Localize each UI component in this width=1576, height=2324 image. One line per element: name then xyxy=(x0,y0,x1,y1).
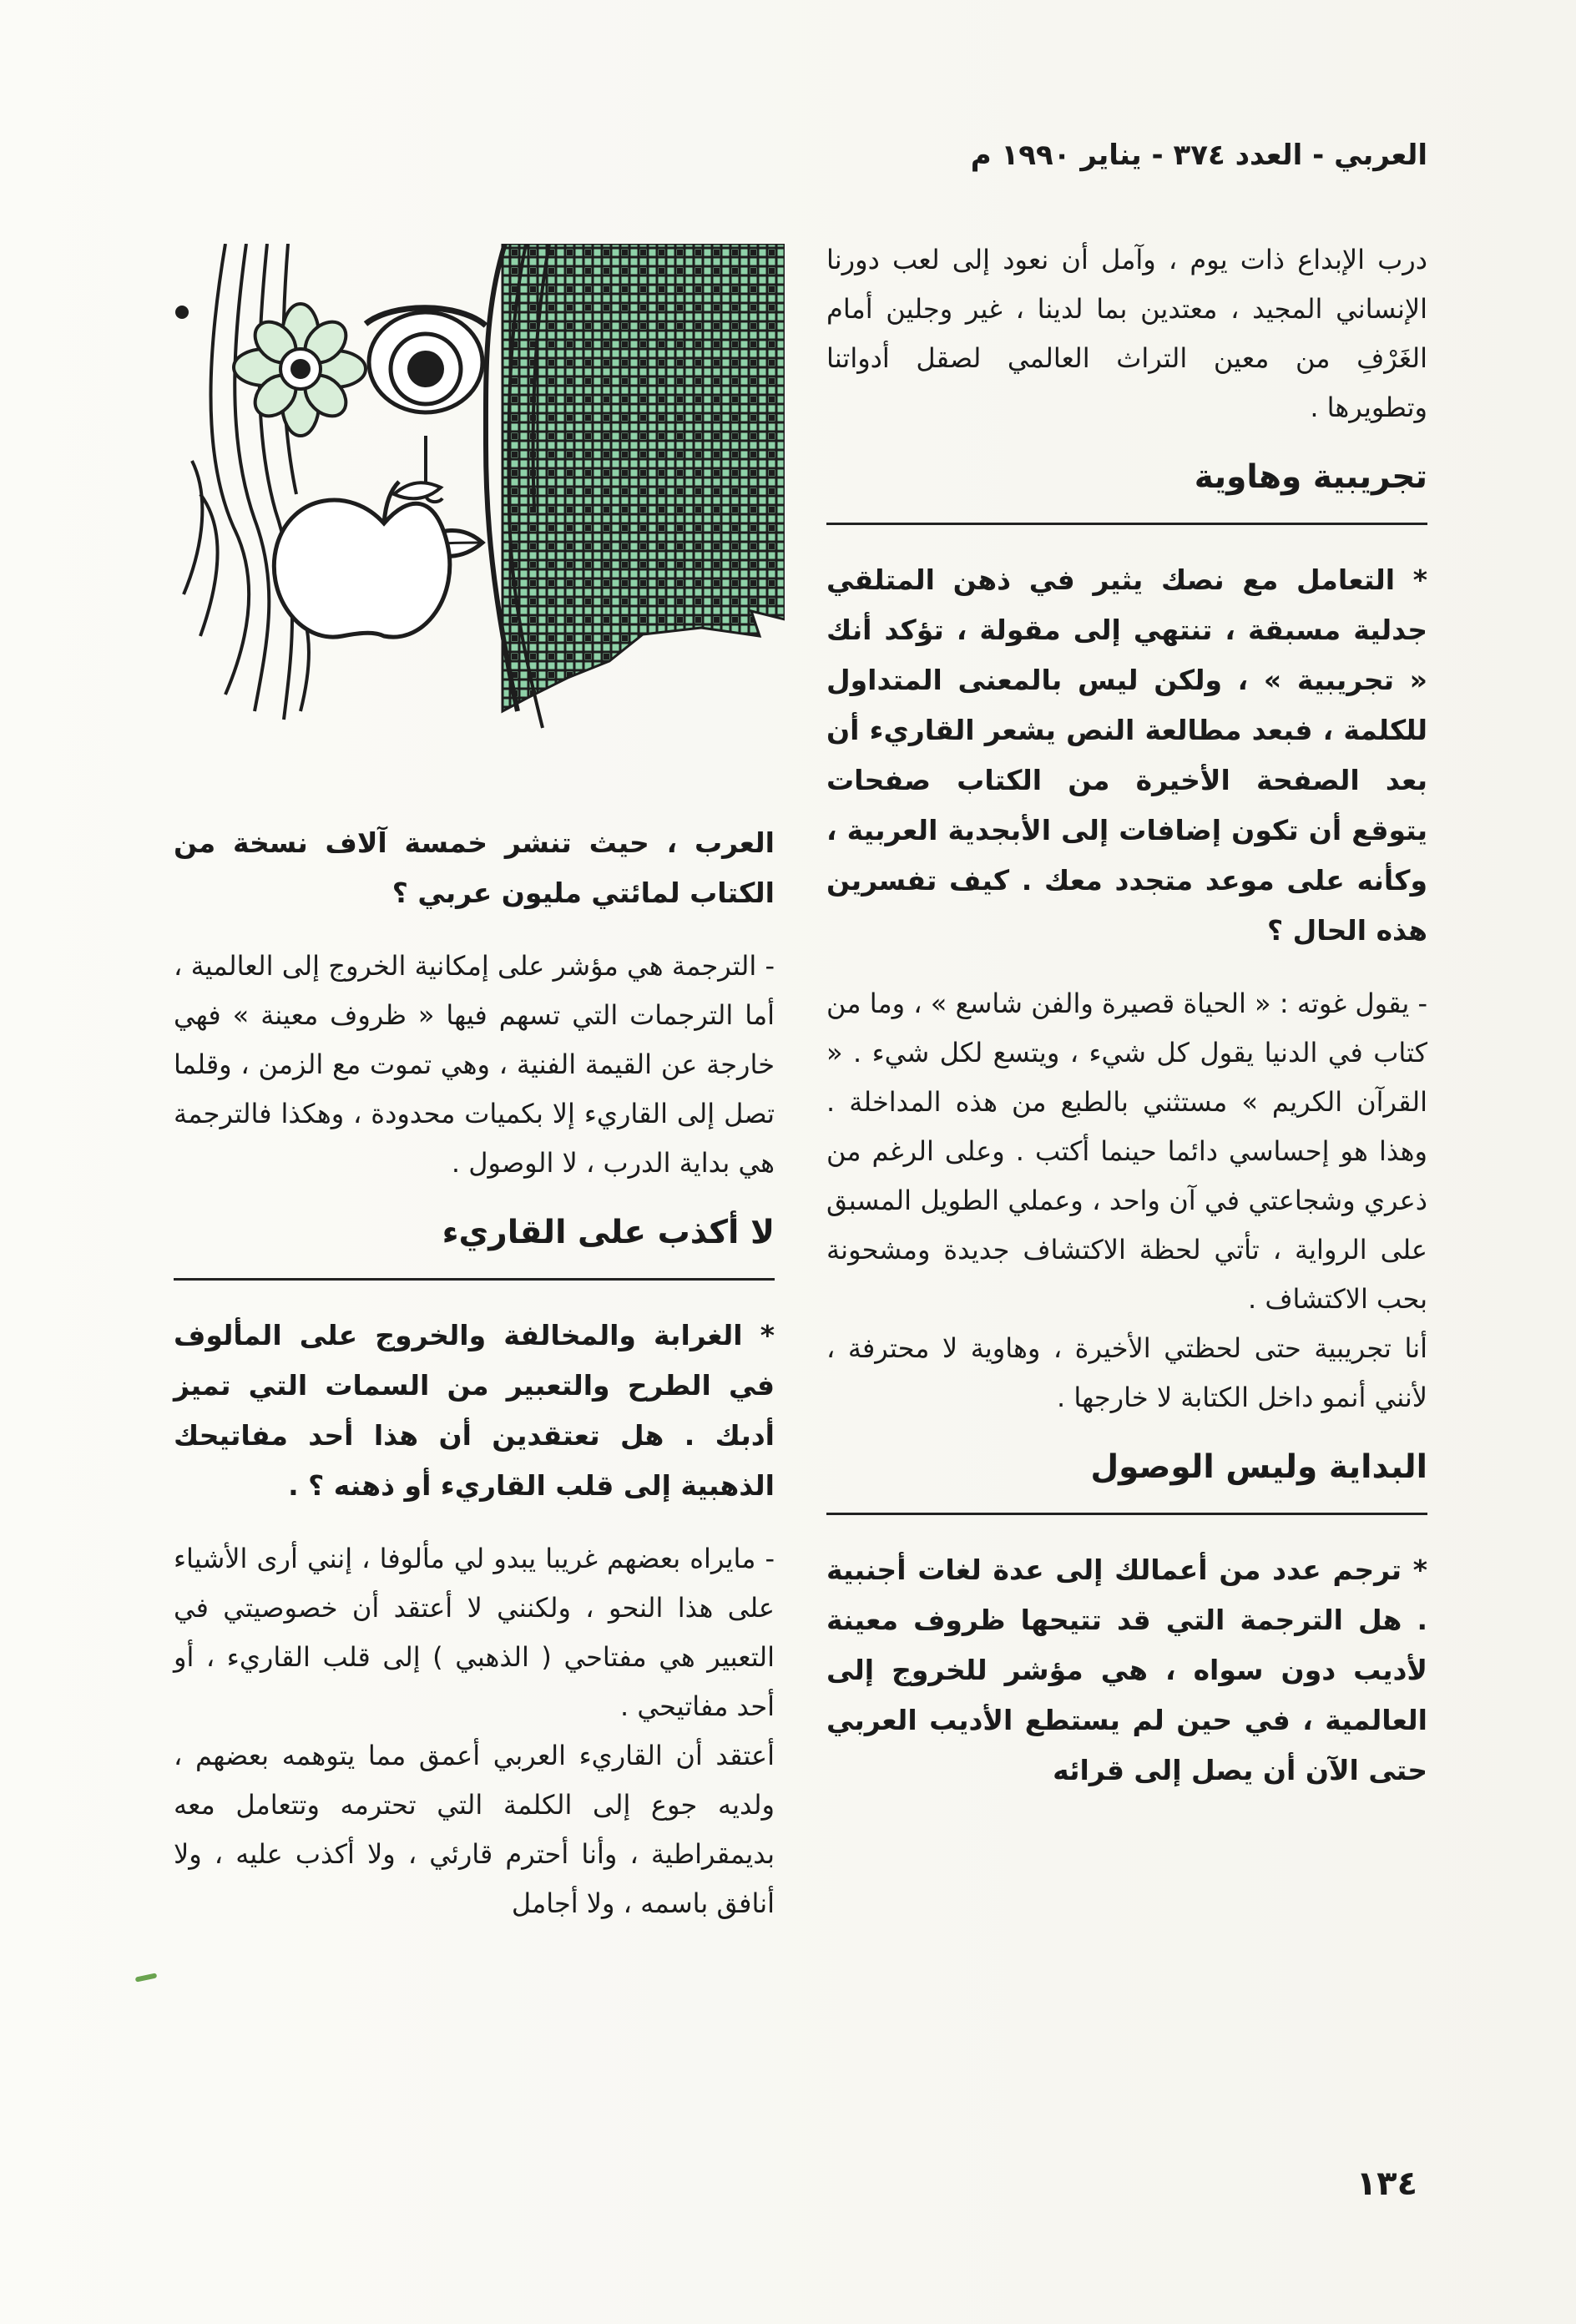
left-column xyxy=(174,818,775,1928)
paragraph: - يقول غوته : « الحياة قصيرة والفن شاسع » ، وما من كتاب في الدنيا يقول كل شيء ، ويتسع لكل شيء . « القرآن الكريم » مستثني بالطبع من هذه المداخلة . وهذا هو إحساسي دائما حينما أكتب . وعلى الرغم من ذعري وشجاعتي في آن واحد ، وعملي الطويل المسبق على الرواية ، تأتي لحظة الاكتشاف جديدة ومشحونة بحب الاكتشاف . xyxy=(826,988,1427,1315)
green-pattern-panel xyxy=(503,244,785,711)
paragraph: - الترجمة هي مؤشر على إمكانية الخروج إلى العالمية ، أما الترجمات التي تسهم فيها « ظروف معينة » فهي خارجة عن القيمة الفنية ، وهي تموت مع الزمن ، وقلما تصل إلى القاريء إلا بكميات محدودة ، وهكذا فالترجمة هي بداية الدرب ، لا الوصول . xyxy=(174,950,775,1179)
face-illustration xyxy=(175,244,785,736)
eye-drawing xyxy=(366,308,486,412)
interview-question: العرب ، حيث تنشر خمسة آلاف نسخة من الكتاب لمائتي مليون عربي ؟ xyxy=(174,826,775,909)
paragraph: أنا تجريبية حتى لحظتي الأخيرة ، وهاوية لا محترفة ، لأنني أنمو داخل الكتابة لا خارجها . xyxy=(826,1332,1427,1413)
section-heading: تجريبية وهاوية xyxy=(1194,458,1427,496)
section-rule xyxy=(826,1513,1427,1515)
page-number: ١٣٤ xyxy=(1356,2165,1417,2203)
interview-question: * ترجم عدد من أعمالك إلى عدة لغات أجنبية . هل الترجمة التي قد تتيحها ظروف معينة لأديب دون سواه ، هي مؤشر للخروج إلى العالمية ، في حين لم يستطع الأديب العربي حتى الآن أن يصل إلى قرائه xyxy=(826,1554,1427,1786)
section-rule xyxy=(826,523,1427,525)
running-header: العربي - العدد ٣٧٤ - يناير ١٩٩٠ م xyxy=(970,139,1427,172)
section-heading: البداية وليس الوصول xyxy=(1090,1448,1427,1486)
green-ink-mark xyxy=(135,1973,158,1982)
section-heading: لا أكذب على القاريء xyxy=(442,1214,775,1251)
paragraph: - مايراه بعضهم غريبا يبدو لي مألوفا ، إنني أرى الأشياء على هذا النحو ، ولكنني لا أعتقد أن خصوصيتي في التعبير هي مفتاحي ( الذهبي ) إلى قلب القاريء ، أو أحد مفاتيحي . xyxy=(174,1543,775,1722)
interview-question: * التعامل مع نصك يثير في ذهن المتلقي جدلية مسبقة ، تنتهي إلى مقولة ، تؤكد أنك « تجريبية » ، ولكن ليس بالمعنى المتداول للكلمة ، فبعد مطالعة النص يشعر القاريء أن بعد الصفحة الأخيرة من الكتاب صفحات يتوقع أن تكون إضافات إلى الأبجدية العربية ، وكأنه على موعد متجدد معك . كيف تفسرين هذه الحال ؟ xyxy=(826,563,1427,947)
apple-drawing xyxy=(274,482,449,637)
flower-drawing xyxy=(234,304,366,436)
paragraph: درب الإبداع ذات يوم ، وآمل أن نعود إلى لعب دورنا الإنساني المجيد ، معتدين بما لدينا ، غير وجلين أمام الغَرْفِ من معين التراث العالمي لصقل أدواتنا وتطويرها . xyxy=(826,244,1427,423)
right-column xyxy=(826,235,1427,1796)
section-rule xyxy=(174,1278,775,1281)
interview-question: * الغرابة والمخالفة والخروج على المألوف في الطرح والتعبير من السمات التي تميز أدبك . هل تعتقدين أن هذا أحد مفاتيحك الذهبية إلى قلب القاريء أو ذهنه ؟ . xyxy=(174,1319,775,1502)
paragraph: أعتقد أن القاريء العربي أعمق مما يتوهمه بعضهم ، ولديه جوع إلى الكلمة التي تحترمه وتتعامل معه بديمقراطية ، وأنا أحترم قارئي ، ولا أكذب عليه ، ولا أنافق باسمه ، ولا أجامل xyxy=(174,1740,775,1919)
